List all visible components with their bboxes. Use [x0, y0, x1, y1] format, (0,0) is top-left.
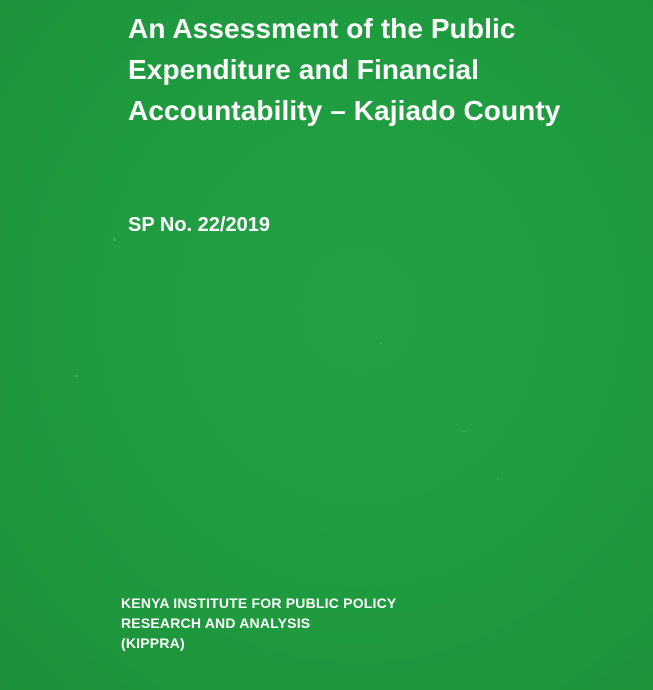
print-speck	[463, 430, 465, 432]
report-title-line: An Assessment of the Public	[128, 13, 516, 44]
report-title-line: Expenditure and Financial	[128, 54, 480, 85]
print-speck	[76, 375, 78, 377]
series-number: SP No. 22/2019	[128, 214, 270, 236]
publisher-line: RESEARCH AND ANALYSIS	[121, 615, 311, 631]
print-speck	[497, 478, 499, 480]
publisher-line: KENYA INSTITUTE FOR PUBLIC POLICY	[121, 595, 397, 611]
publisher-name	[121, 593, 396, 653]
report-title	[128, 8, 648, 131]
print-speck	[380, 342, 382, 344]
publisher-line: (KIPPRA)	[121, 635, 185, 651]
report-title-line: Accountability – Kajiado County	[128, 95, 561, 126]
print-speck	[113, 238, 116, 241]
